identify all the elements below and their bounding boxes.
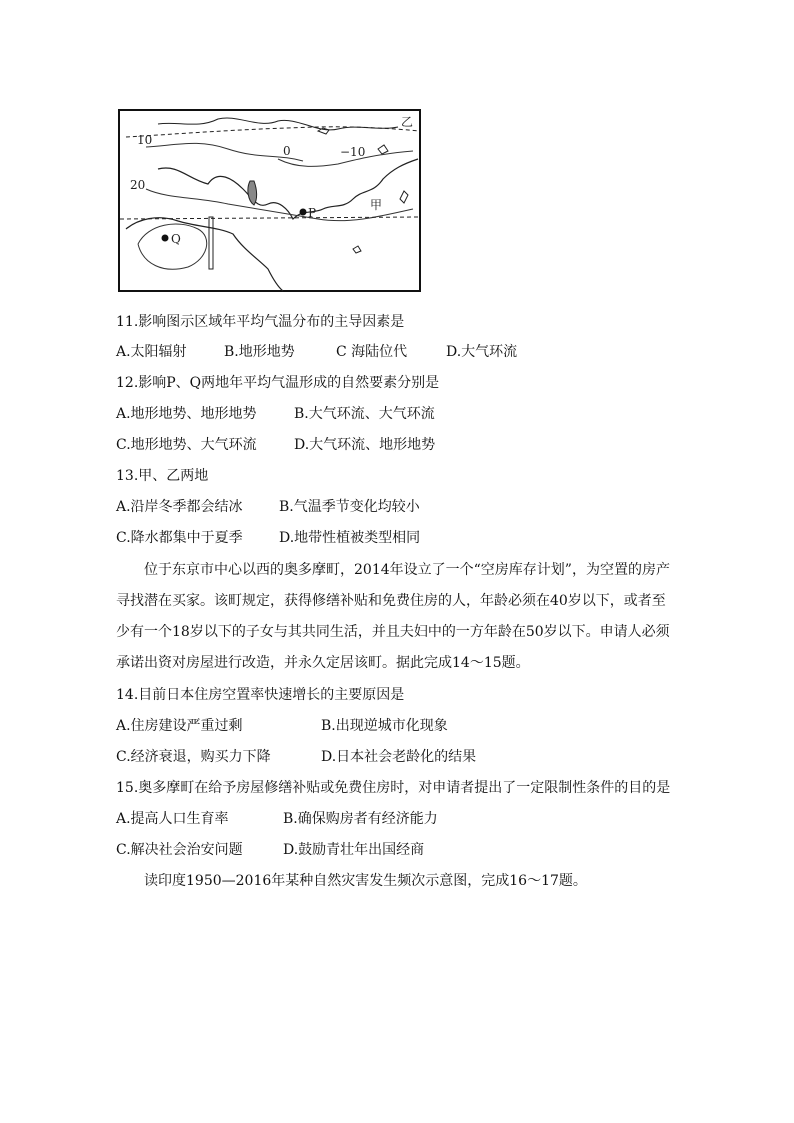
point-q-marker: [162, 235, 169, 242]
q12-option-d[interactable]: D.大气环流、地形地势: [294, 437, 436, 453]
label-jia: 甲: [370, 198, 383, 212]
q15-option-d[interactable]: D.鼓励青壮年出国经商: [283, 842, 425, 858]
q15-option-c[interactable]: C.解决社会治安问题: [116, 842, 243, 858]
q13-option-a[interactable]: A.沿岸冬季都会结冰: [116, 499, 243, 515]
q15-option-b[interactable]: B.确保购房者有经济能力: [283, 811, 438, 827]
q12-option-b[interactable]: B.大气环流、大气环流: [294, 406, 435, 422]
q11-option-b[interactable]: B.地形地势: [224, 344, 295, 360]
q15-option-a[interactable]: A.提高人口生育率: [116, 811, 229, 827]
label-iso-neg10: −10: [340, 145, 366, 159]
isotherm-map: [118, 109, 421, 292]
q13-option-c[interactable]: C.降水都集中于夏季: [116, 530, 243, 546]
q11-option-a[interactable]: A.太阳辐射: [116, 344, 187, 360]
q12-option-c[interactable]: C.地形地势、大气环流: [116, 437, 257, 453]
label-p: P: [308, 206, 317, 220]
label-iso-0: 0: [283, 144, 291, 158]
passage-india-disaster: 读印度1950—2016年某种自然灾害发生频次示意图，完成16～17题。: [144, 873, 587, 889]
q11-option-c[interactable]: C 海陆位代: [336, 344, 408, 360]
q13-stem: 13.甲、乙两地: [116, 468, 209, 484]
q13-option-b[interactable]: B.气温季节变化均较小: [279, 499, 420, 515]
q14-option-d[interactable]: D.日本社会老龄化的结果: [321, 749, 477, 765]
q15-stem: 15.奥多摩町在给予房屋修缮补贴或免费住房时，对申请者提出了一定限制性条件的目的是: [116, 780, 671, 796]
q14-option-b[interactable]: B.出现逆城市化现象: [321, 718, 448, 734]
q11-option-d[interactable]: D.大气环流: [446, 344, 518, 360]
point-p-marker: [300, 209, 307, 216]
q12-stem: 12.影响P、Q两地年平均气温形成的自然要素分别是: [116, 375, 440, 391]
q13-option-d[interactable]: D.地带性植被类型相同: [279, 530, 421, 546]
label-iso-20: 20: [130, 178, 146, 192]
label-q: Q: [171, 232, 181, 246]
label-iso-10: 10: [137, 133, 153, 147]
q11-stem: 11.影响图示区域年平均气温分布的主导因素是: [116, 314, 405, 330]
q12-option-a[interactable]: A.地形地势、地形地势: [116, 406, 257, 422]
passage-okutama: 位于东京市中心以西的奥多摩町，2014年设立了一个“空房库存计划”，为空置的房产寻找潜在买家。该町规定，获得修缮补贴和免费住房的人，年龄必须在40岁以下，或者至少有一个18岁以下的子女与其共同生活，并且夫妇中的一方年龄在50岁以下。申请人必须承诺出资对房屋进行改造，并永久定居该町。据此完成14～15题。: [116, 562, 670, 671]
q14-option-a[interactable]: A.住房建设严重过剩: [116, 718, 243, 734]
q14-option-c[interactable]: C.经济衰退，购买力下降: [116, 749, 271, 765]
q14-stem: 14.目前日本住房空置率快速增长的主要原因是: [116, 687, 405, 703]
label-yi: 乙: [401, 115, 414, 129]
